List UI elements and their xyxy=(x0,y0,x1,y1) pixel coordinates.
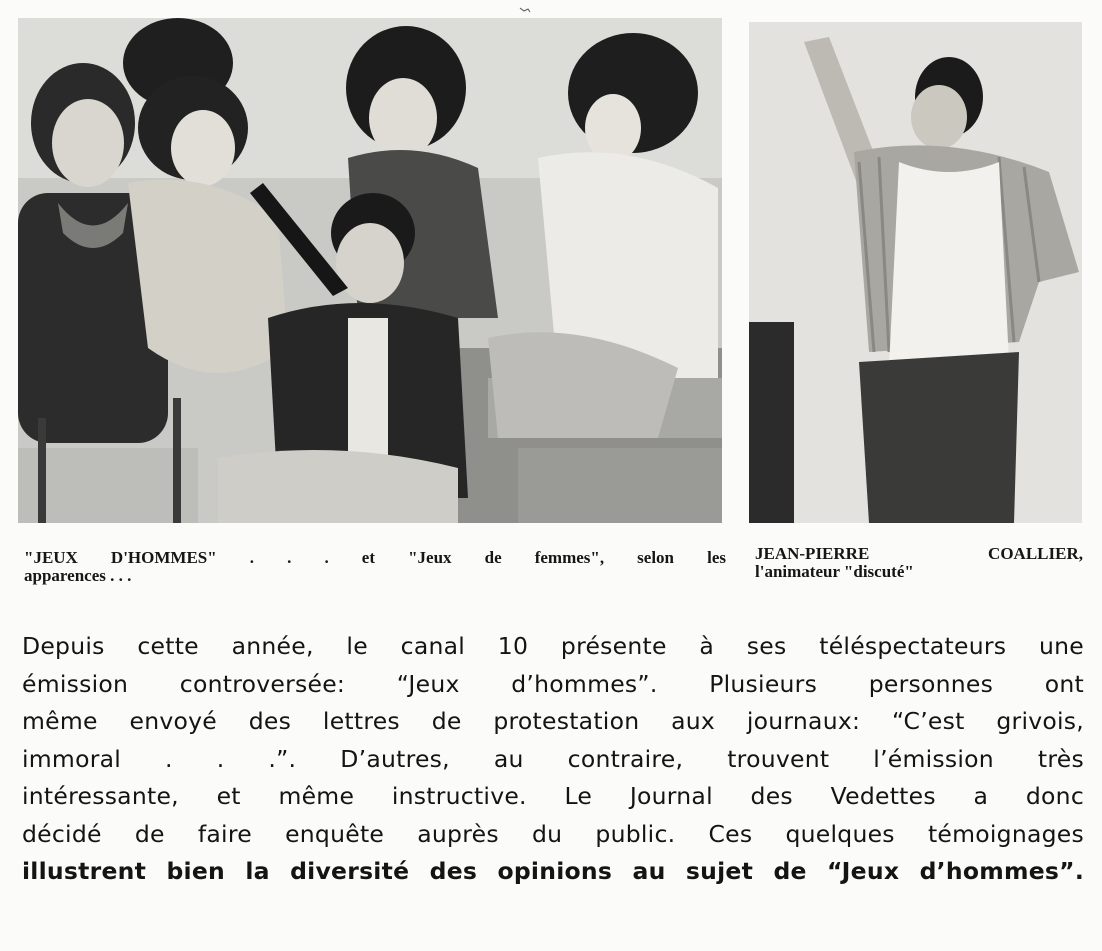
caption-host-photo xyxy=(755,545,1083,581)
article-line: immoral . . .”. D’autres, au contraire, trouvent l’émission très xyxy=(22,744,1084,773)
article-line: intéressante, et même instructive. Le Journal des Vedettes a donc xyxy=(22,782,1084,810)
caption-group-photo xyxy=(24,549,726,585)
group-photo-illustration xyxy=(18,18,722,523)
caption-group-photo-line-1: "JEUX D'HOMMES" . . . et "Jeux de femmes", selon les xyxy=(24,548,726,567)
group-photo xyxy=(18,18,722,523)
print-speck xyxy=(518,0,532,6)
article-line: illustrent bien la diversité des opinions au sujet de “Jeux d’hommes”. xyxy=(22,857,1084,885)
article-line: même envoyé des lettres de protestation aux journaux: “C’est grivois, xyxy=(22,707,1084,735)
caption-group-photo-line-2: apparences . . . xyxy=(24,566,132,585)
article-line: émission controversée: “Jeux d’hommes”. Plusieurs personnes ont xyxy=(22,669,1084,698)
caption-host-photo-line-1: JEAN-PIERRE COALLIER, xyxy=(755,544,1083,563)
article-body xyxy=(22,628,1084,891)
article-line: décidé de faire enquête auprès du public. Ces quelques témoignages xyxy=(22,819,1084,848)
caption-host-photo-line-2: l'animateur "discuté" xyxy=(755,562,914,581)
host-photo-illustration xyxy=(749,22,1082,523)
article-line: Depuis cette année, le canal 10 présente à ses téléspectateurs une xyxy=(22,632,1084,660)
host-photo xyxy=(749,22,1082,523)
